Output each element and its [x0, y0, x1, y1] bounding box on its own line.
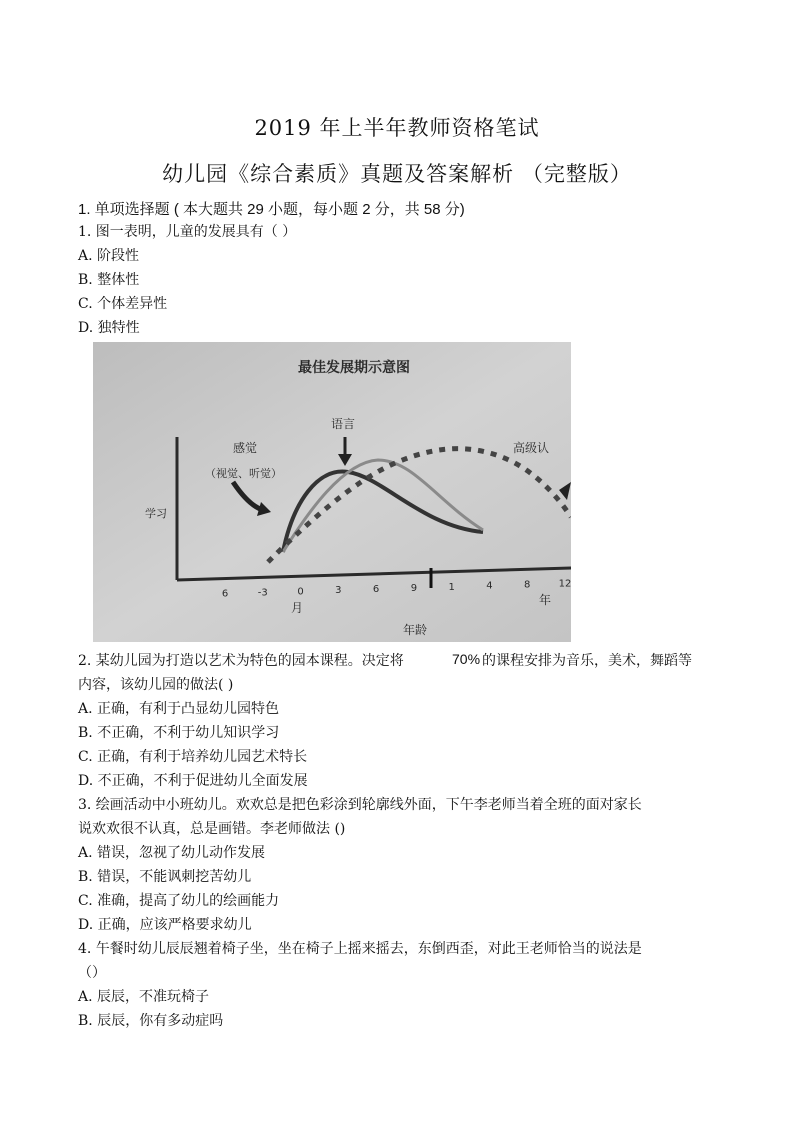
question-1-stem: 1. 图一表明，儿童的发展具有（ ） — [78, 224, 297, 240]
figure-chart — [93, 342, 571, 642]
question-1-option-a: A. 阶段性 — [78, 248, 140, 264]
question-2-stem-line2: 内容，该幼儿园的做法( ) — [78, 677, 234, 693]
x-label-months: 月 — [291, 601, 304, 615]
question-4-stem-line1: 4. 午餐时幼儿辰辰翘着椅子坐，坐在椅子上摇来摇去，东倒西歪，对此王老师恰当的说法是 — [78, 941, 642, 957]
x-tick-label: 4 — [486, 580, 493, 592]
document-title: 2019 年上半年教师资格笔试 — [254, 116, 540, 140]
question-3-option-c: C. 准确，提高了幼儿的绘画能力 — [78, 893, 280, 909]
x-tick-label: 1 — [448, 581, 455, 593]
label-perception: 感觉 — [233, 441, 258, 455]
figure-title: 最佳发展期示意图 — [298, 360, 410, 376]
question-2-percent: 70% — [452, 651, 481, 667]
x-tick-label: 12 — [558, 578, 571, 590]
label-language: 语言 — [331, 417, 356, 431]
question-2-stem-part2: 的课程安排为音乐，美术，舞蹈等 — [482, 653, 692, 669]
question-2-stem-part1: 2. 某幼儿园为打造以艺术为特色的园本课程。决定将 — [78, 653, 404, 669]
question-4-option-b: B. 辰辰，你有多动症吗 — [78, 1013, 224, 1029]
x-tick-label: 6 — [372, 584, 380, 596]
figure-photo — [93, 342, 571, 642]
question-2-option-a: A. 正确，有利于凸显幼儿园特色 — [78, 701, 280, 717]
question-1-option-c: C. 个体差异性 — [78, 296, 168, 312]
question-1-option-d: D. 独特性 — [78, 320, 140, 336]
question-4-option-a: A. 辰辰，不准玩椅子 — [78, 989, 210, 1005]
label-perception-sub: （视觉、听觉） — [205, 467, 282, 480]
x-label-years: 年 — [539, 593, 552, 607]
question-1-option-b: B. 整体性 — [78, 272, 140, 288]
document-subtitle: 幼儿园《综合素质》真题及答案解析 （完整版） — [162, 162, 632, 186]
question-2-option-d: D. 不正确，不利于促进幼儿全面发展 — [78, 773, 308, 789]
x-tick-label: 3 — [335, 585, 342, 597]
question-2-option-b: B. 不正确，不利于幼儿知识学习 — [78, 725, 280, 741]
question-2-option-c: C. 正确，有利于培养幼儿园艺术特长 — [78, 749, 308, 765]
x-tick-label: 6 — [221, 588, 229, 600]
section-heading: 1. 单项选择题 ( 本大题共 29 小题，每小题 2 分，共 58 分) — [78, 201, 465, 218]
x-axis-title: 年龄 — [403, 623, 428, 637]
x-tick-label: 9 — [410, 582, 418, 594]
label-higher-cognition: 高级认 — [513, 441, 550, 455]
x-tick-label: 0 — [297, 586, 304, 598]
question-4-stem-line2: （） — [78, 965, 106, 981]
question-3-option-a: A. 错误，忽视了幼儿动作发展 — [78, 845, 266, 861]
y-axis-label: 学习 — [145, 507, 167, 520]
x-tick-label: 8 — [524, 579, 531, 591]
question-3-option-d: D. 正确，应该严格要求幼儿 — [78, 917, 252, 933]
question-3-stem-line2: 说欢欢很不认真，总是画错。李老师做法 () — [78, 821, 346, 837]
question-3-option-b: B. 错误，不能讽刺挖苦幼儿 — [78, 869, 252, 885]
x-tick-label: -3 — [257, 587, 268, 599]
question-3-stem-line1: 3. 绘画活动中小班幼儿。欢欢总是把色彩涂到轮廓线外面，下午李老师当着全班的面对家长 — [78, 797, 642, 813]
